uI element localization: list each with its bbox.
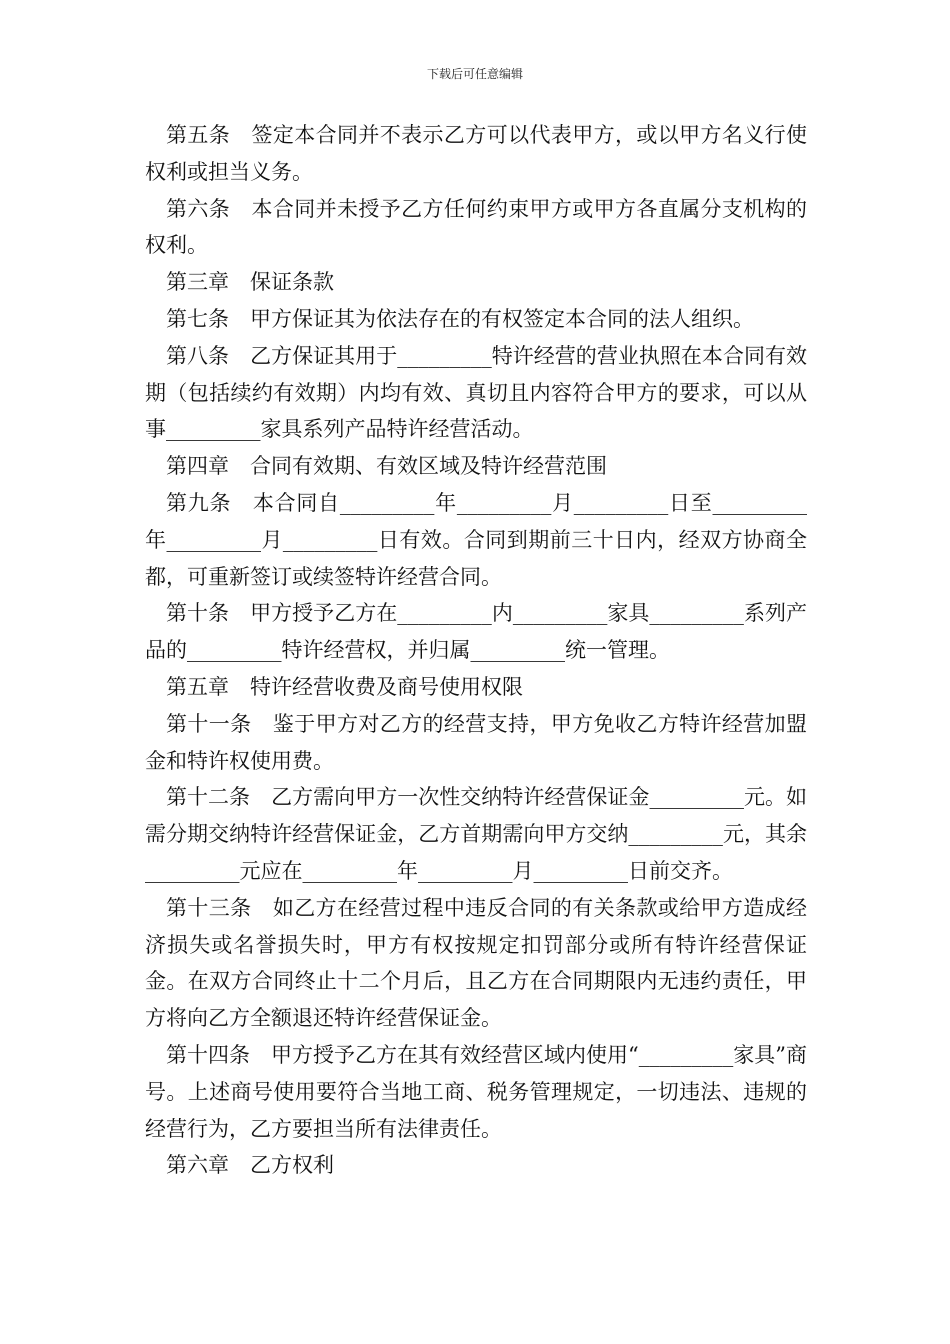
document-body [145,117,807,1184]
article-13: 第十三条 如乙方在经营过程中违反合同的有关条款或给甲方造成经济损失或名誉损失时，甲方有权按规定扣罚部分或所有特许经营保证金。在双方合同终止十二个月后，且乙方在合同期限内无违约责任，甲方将向乙方全额退还特许经营保证金。 [145,895,807,1031]
article-12: 第十二条 乙方需向甲方一次性交纳特许经营保证金_________元。如需分期交纳特许经营保证金，乙方首期需向甲方交纳_________元，其余_________元应在_________年_________月_________日前交齐。 [145,785,807,883]
article-7: 第七条 甲方保证其为依法存在的有权签定本合同的法人组织。 [166,306,754,331]
article-14: 第十四条 甲方授予乙方在其有效经营区域内使用“_________家具”商号。上述商号使用要符合当地工商、税务管理规定，一切违法、违规的经营行为，乙方要担当所有法律责任。 [145,1042,807,1141]
article-8: 第八条 乙方保证其用于_________特许经营的营业执照在本合同有效期（包括续约有效期）内均有效、真切且内容符合甲方的要求，可以从事_________家具系列产品特许经营活动。 [145,343,807,442]
page-header: 下载后可任意编辑 [426,67,523,81]
article-10: 第十条 甲方授予乙方在_________内_________家具_________系列产品的_________特许经营权，并归属_________统一管理。 [145,601,807,663]
article-9: 第九条 本合同自_________年_________月_________日至_________年_________月_________日有效。合同到期前三十日内，经双方协商全都，可重新签订或续签特许经营合同。 [145,490,807,589]
chapter-6-heading: 第六章 乙方权利 [166,1153,334,1178]
article-5: 第五条 签定本合同并不表示乙方可以代表甲方，或以甲方名义行使权利或担当义务。 [145,123,807,184]
article-11: 第十一条 鉴于甲方对乙方的经营支持，甲方免收乙方特许经营加盟金和特许权使用费。 [145,711,807,773]
chapter-5-heading: 第五章 特许经营收费及商号使用权限 [166,674,523,699]
chapter-4-heading: 第四章 合同有效期、有效区域及特许经营范围 [166,454,607,479]
article-6: 第六条 本合同并未授予乙方任何约束甲方或甲方各直属分支机构的权利。 [145,196,807,258]
chapter-3-heading: 第三章 保证条款 [166,270,334,295]
